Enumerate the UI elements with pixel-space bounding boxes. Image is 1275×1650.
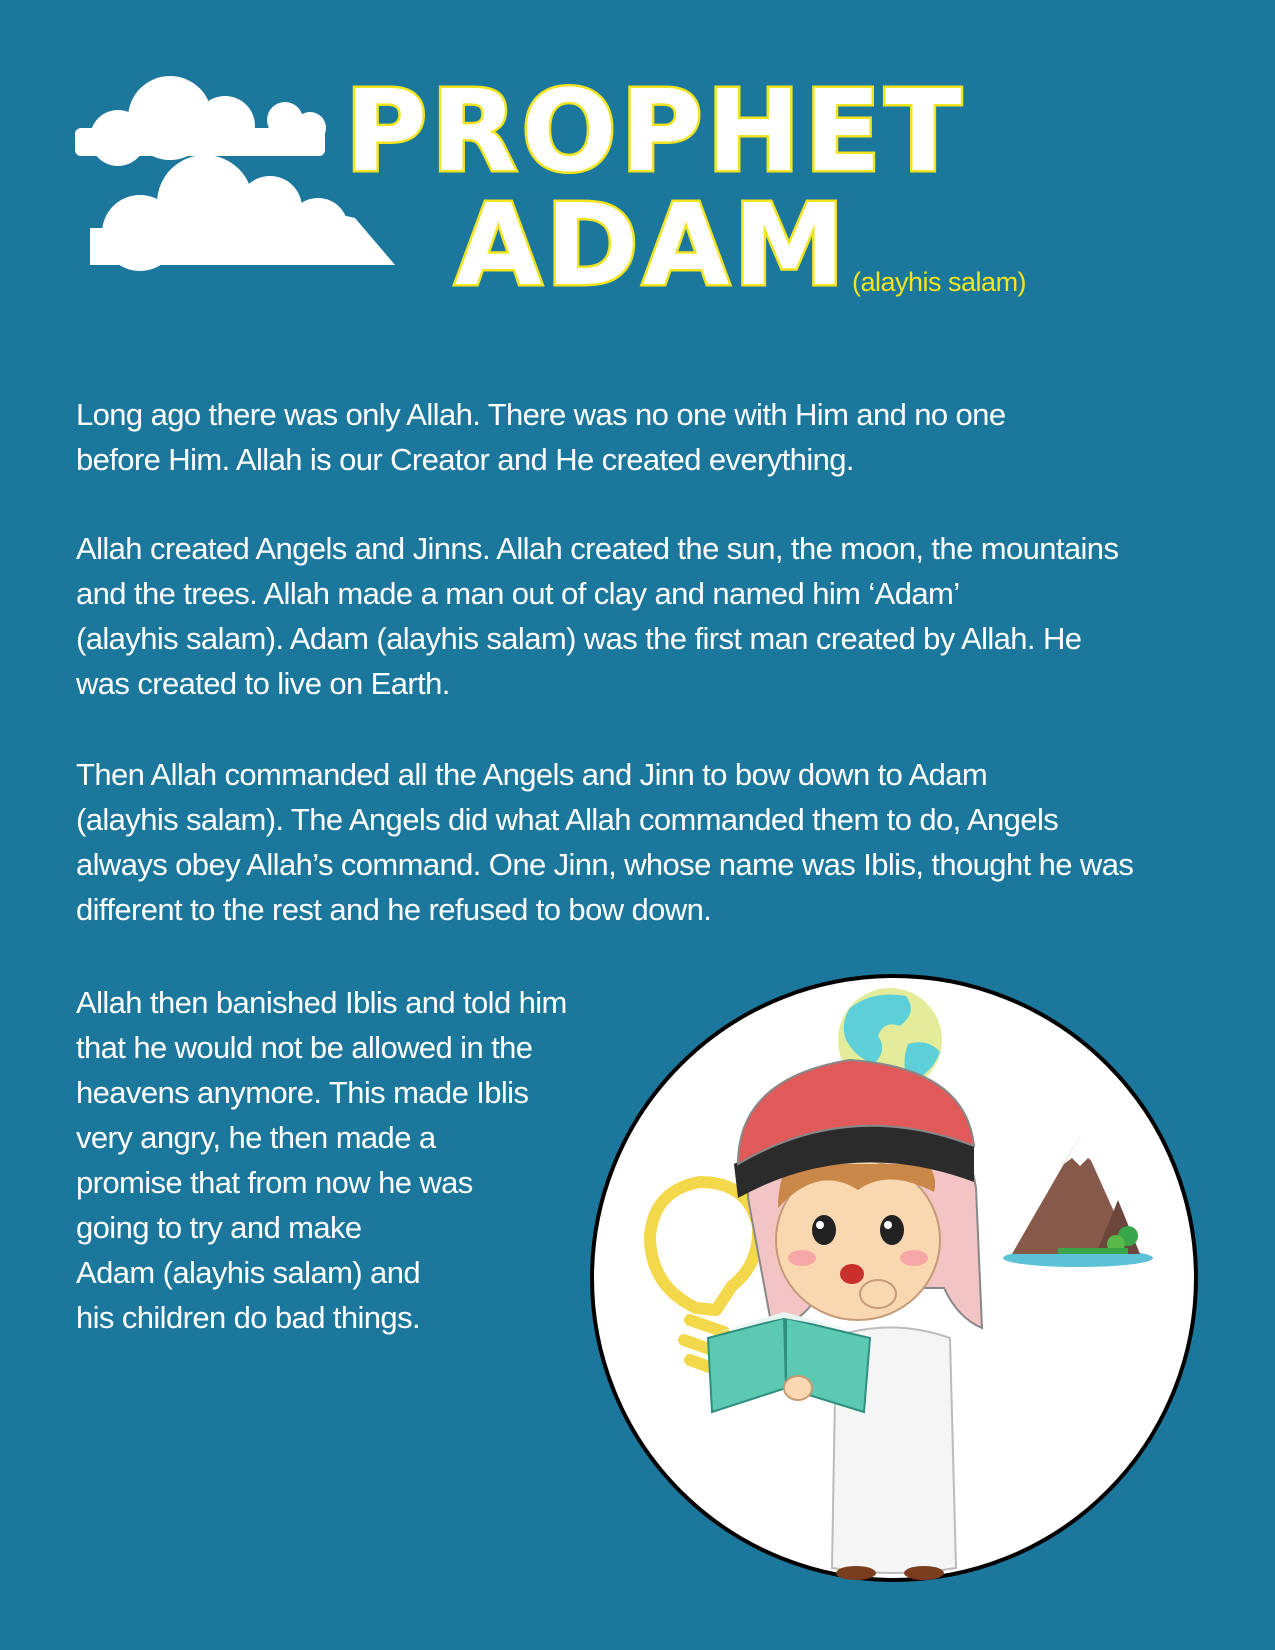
paragraph-2: Allah created Angels and Jinns. Allah created the sun, the moon, the mountains and the trees. Allah made a man out of clay and named him ‘Adam’ (alayhis salam). Adam (alayhis salam) was the first man created by Allah. He was created to live on Earth.: [76, 531, 1119, 701]
paragraph-3: Then Allah commanded all the Angels and Jinn to bow down to Adam (alayhis salam). The Angels did what Allah commanded them to do, Angels always obey Allah’s command. One Jinn, whose name was Iblis, thought he was different to the rest and he refused to bow down.: [76, 757, 1134, 927]
page-title-line1: PROPHET: [345, 67, 966, 197]
paragraph-1: Long ago there was only Allah. There was no one with Him and no one before Him. Allah is our Creator and He created everything.: [76, 397, 1006, 477]
page-subtitle: (alayhis salam): [852, 267, 1027, 297]
illustration-circle: [588, 968, 1200, 1590]
page-title-line2: ADAM: [455, 181, 849, 311]
paragraph-4: Allah then banished Iblis and told him that he would not be allowed in the heavens anymore. This made Iblis very angry, he then made a promise that from now he was going to try and make Adam (alayhis salam) and his children do bad things.: [76, 985, 567, 1335]
